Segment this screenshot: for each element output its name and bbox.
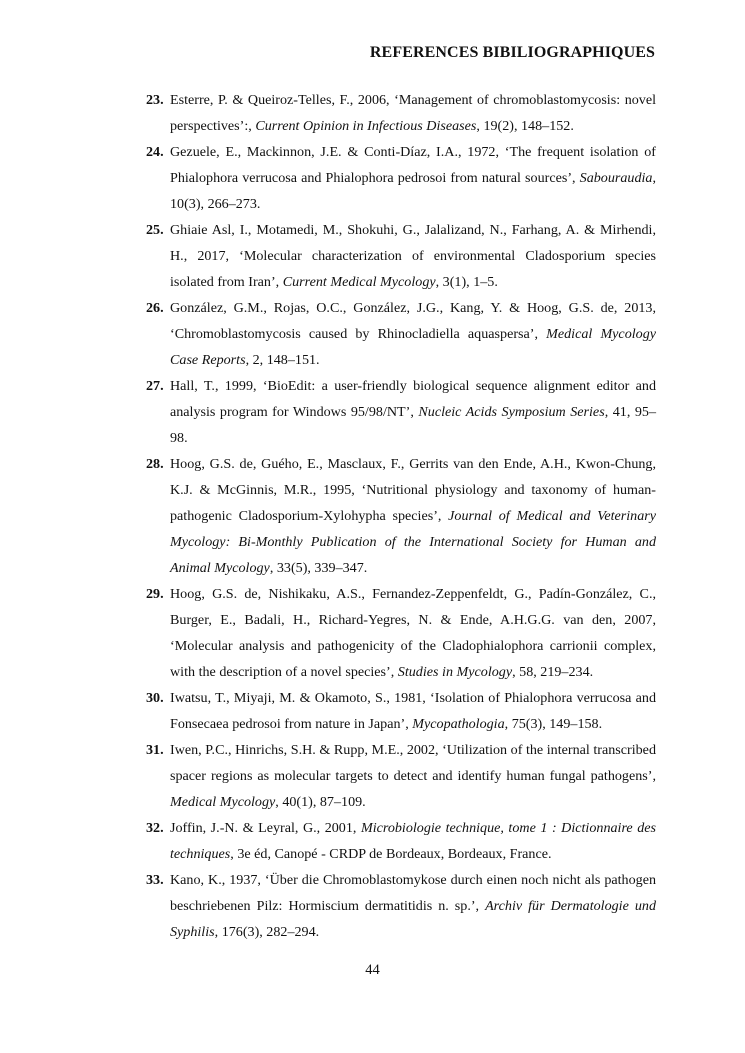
reference-number: 26. — [146, 300, 164, 316]
reference-item — [146, 217, 656, 295]
page-number: 44 — [365, 962, 380, 978]
reference-number: 25. — [146, 222, 164, 238]
page-header-title: REFERENCES BIBILIOGRAPHIQUES — [369, 44, 655, 61]
reference-item — [146, 737, 656, 815]
reference-journal: Sabouraudia — [579, 170, 653, 186]
reference-number: 29. — [146, 586, 164, 602]
reference-item — [146, 87, 656, 139]
reference-item — [146, 451, 656, 581]
reference-number: 28. — [146, 456, 164, 472]
reference-journal: Archiv für Dermatologie und Syphilis — [170, 898, 656, 940]
reference-text: Esterre, P. & Queiroz-Telles, F., 2006, ‘Management of chromoblastomycosis: novel perspectives’:, Current Opinion in Infectious Diseases, 19(2), 148–152. — [170, 92, 656, 134]
reference-text: Iwen, P.C., Hinrichs, S.H. & Rupp, M.E., 2002, ‘Utilization of the internal transcribed spacer regions as molecular targets to detect and identify human fungal pathogens’, Medical Mycology, 40(1), 87–109. — [170, 742, 656, 810]
reference-number: 33. — [146, 872, 164, 888]
reference-journal: Medical Mycology Case Reports — [170, 326, 657, 368]
reference-journal: Medical Mycology — [170, 794, 276, 810]
reference-number: 32. — [146, 820, 164, 836]
reference-number: 27. — [146, 378, 164, 394]
reference-text: Iwatsu, T., Miyaji, M. & Okamoto, S., 1981, ‘Isolation of Phialophora verrucosa and Fonsecaea pedrosoi from nature in Japan’, Mycopathologia, 75(3), 149–158. — [170, 690, 656, 732]
reference-text: Kano, K., 1937, ‘Über die Chromoblastomykose durch einen noch nicht als pathogen beschriebenen Pilz: Hormiscium dermatitidis n. sp.’, Archiv für Dermatologie und Syphilis, 176(3), 282–294. — [170, 872, 656, 940]
reference-text: Ghiaie Asl, I., Motamedi, M., Shokuhi, G., Jalalizand, N., Farhang, A. & Mirhendi, H., 2017, ‘Molecular characterization of environmental Cladosporium species isolated from Iran’, Current Medical Mycology, 3(1), 1–5. — [170, 222, 656, 290]
reference-item — [146, 373, 656, 451]
reference-number: 24. — [146, 144, 164, 160]
reference-journal: Current Medical Mycology — [282, 274, 436, 290]
reference-journal: Nucleic Acids Symposium Series — [418, 404, 605, 420]
reference-item — [146, 295, 656, 373]
reference-item — [146, 867, 656, 945]
reference-text: Hoog, G.S. de, Nishikaku, A.S., Fernandez-Zeppenfeldt, G., Padín-González, C., Burger, E., Badali, H., Richard-Yegres, N. & Ende, A.H.G.G. van den, 2007, ‘Molecular analysis and pathogenicity of the Cladophialophora carrionii complex, with the description of a novel species’, Studies in Mycology, 58, 219–234. — [170, 586, 656, 680]
reference-text: Joffin, J.-N. & Leyral, G., 2001, Microbiologie technique, tome 1 : Dictionnaire des techniques, 3e éd, Canopé - CRDP de Bordeaux, Bordeaux, France. — [170, 820, 656, 862]
reference-journal: Studies in Mycology — [397, 664, 513, 680]
reference-item — [146, 581, 656, 685]
reference-journal: Journal of Medical and Veterinary Mycology: Bi-Monthly Publication of the International Society for Human and Animal Mycology — [170, 508, 656, 576]
reference-text: González, G.M., Rojas, O.C., González, J.G., Kang, Y. & Hoog, G.S. de, 2013, ‘Chromoblastomycosis caused by Rhinocladiella aquaspersa’, Medical Mycology Case Reports, 2, 148–151. — [170, 300, 657, 368]
reference-list — [146, 87, 656, 945]
reference-number: 23. — [146, 92, 164, 108]
reference-journal: Mycopathologia — [412, 716, 505, 732]
reference-journal: Current Opinion in Infectious Diseases — [255, 118, 477, 134]
reference-item — [146, 815, 656, 867]
reference-book-title: Microbiologie technique, tome 1 : Dictionnaire des techniques — [170, 820, 656, 862]
reference-number: 30. — [146, 690, 164, 706]
reference-text: Hall, T., 1999, ‘BioEdit: a user-friendly biological sequence alignment editor and analysis program for Windows 95/98/NT’, Nucleic Acids Symposium Series, 41, 95–98. — [170, 378, 656, 446]
reference-text: Gezuele, E., Mackinnon, J.E. & Conti-Díaz, I.A., 1972, ‘The frequent isolation of Phialophora verrucosa and Phialophora pedrosoi from natural sources’, Sabouraudia, 10(3), 266–273. — [170, 144, 656, 212]
reference-item — [146, 685, 656, 737]
reference-text: Hoog, G.S. de, Guého, E., Masclaux, F., Gerrits van den Ende, A.H., Kwon-Chung, K.J. & McGinnis, M.R., 1995, ‘Nutritional physiology and taxonomy of human-pathogenic Cladosporium-Xylohypha species’, Journal of Medical and Veterinary Mycology: Bi-Monthly Publication of the International Society for Human and Animal Mycology, 33(5), 339–347. — [170, 456, 656, 576]
reference-item — [146, 139, 656, 217]
reference-number: 31. — [146, 742, 164, 758]
